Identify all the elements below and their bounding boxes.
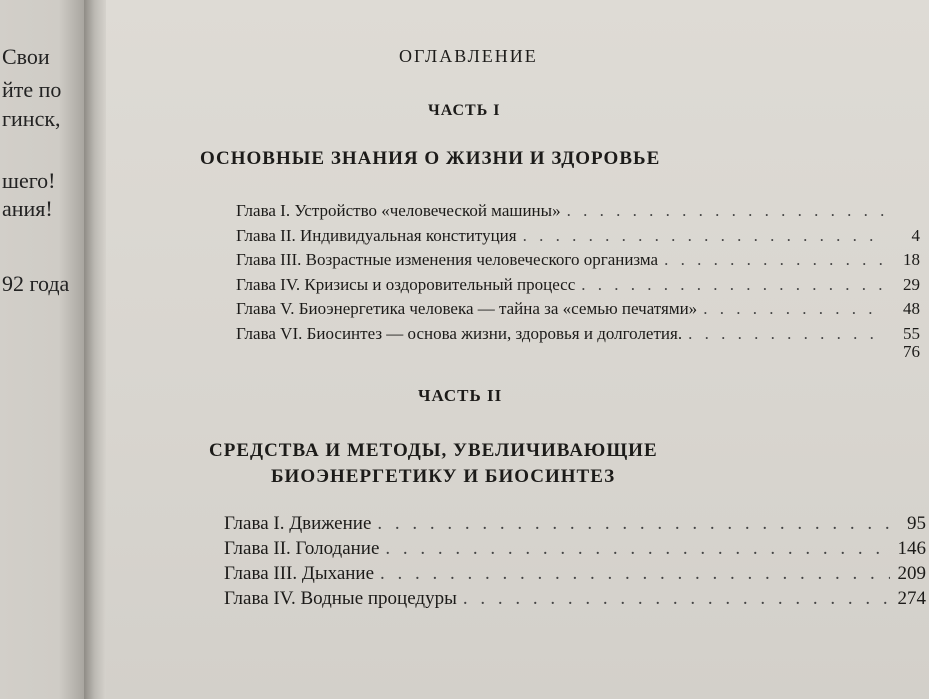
table-of-contents-page [106,0,929,699]
leader-dots [377,513,890,535]
toc-entry-label: Глава I. Движение [224,513,372,534]
toc-entry [224,563,926,585]
part-2-title-line-1: СРЕДСТВА И МЕТОДЫ, УВЕЛИЧИВАЮЩИЕ [209,440,658,461]
toc-entry-page: 146 [897,538,926,559]
toc-entry-page: 274 [897,588,926,609]
leader-dots [385,538,890,560]
toc-entry-label: Глава II. Индивидуальная конституция [236,226,517,245]
left-page-line: Свои [2,44,50,69]
left-page [0,0,84,699]
left-page-line: 92 года [2,271,70,296]
toc-entry [236,201,920,221]
toc-entry [236,299,920,319]
toc-entry-label: Глава V. Биоэнергетика человека — тайна за «семью печатями» [236,299,698,318]
toc-entry-trailing-page [236,342,920,362]
toc-entry [224,588,926,610]
toc-entry [236,275,920,295]
left-page-line: шего! [2,168,56,193]
toc-entry-label: Глава II. Голодание [224,538,380,559]
toc-entry-label: Глава I. Устройство «человеческой машины» [236,201,561,220]
toc-entry-page: 55 [903,324,920,343]
leader-dots [688,324,884,344]
leader-dots [581,275,884,295]
toc-entry-label: Глава III. Возрастные изменения человеческого организма [236,250,659,269]
left-page-line: гинск, [2,106,61,131]
toc-entry-page: 209 [897,563,926,584]
book-gutter [84,0,106,699]
toc-entry [224,538,926,560]
left-page-line: йте по [2,77,62,102]
part-2-label: ЧАСТЬ II [418,386,503,405]
left-page-line: ания! [2,196,53,221]
leader-dots [703,299,884,319]
leader-dots [463,588,890,610]
toc-entry-page: 48 [903,299,920,318]
leader-dots [567,201,884,221]
toc-entry-label: Глава III. Дыхание [224,563,375,584]
leader-dots [380,563,890,585]
leader-dots [664,250,884,270]
toc-entry-label: Глава VI. Биосинтез — основа жизни, здоровья и долголетия. [236,324,683,343]
toc-entry [224,513,926,535]
part-1-label: ЧАСТЬ I [428,102,501,119]
part-2-title-line-2: БИОЭНЕРГЕТИКУ И БИОСИНТЕЗ [271,466,616,487]
part-1-title: ОСНОВНЫЕ ЗНАНИЯ О ЖИЗНИ И ЗДОРОВЬЕ [200,148,661,169]
toc-entry [236,250,920,270]
toc-entry-page: 76 [903,342,920,361]
toc-entry [236,324,920,344]
toc-entry-page: 4 [911,226,920,245]
toc-entry [236,226,920,246]
toc-entry-label: Глава IV. Водные процедуры [224,588,457,609]
toc-entry-label: Глава IV. Кризисы и оздоровительный процесс [236,275,576,294]
toc-entry-page: 29 [903,275,920,294]
toc-entry-page: 95 [907,513,926,534]
leader-dots [523,226,884,246]
toc-title: ОГЛАВЛЕНИЕ [399,46,538,66]
toc-entry-page: 18 [903,250,920,269]
